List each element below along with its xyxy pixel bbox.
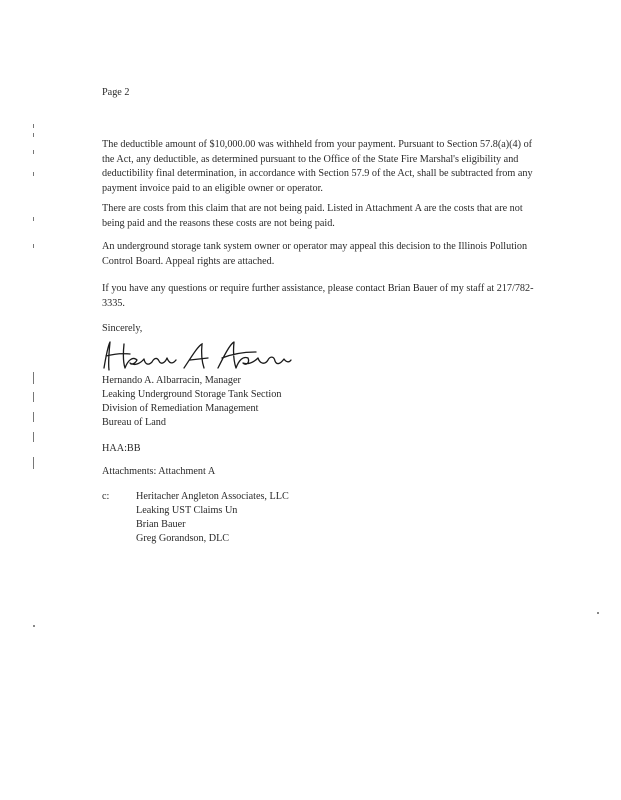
closing: Sincerely, xyxy=(102,323,143,334)
scan-dot xyxy=(597,612,599,614)
paragraph-deductible: The deductible amount of $10,000.00 was withheld from your payment. Pursuant to Section 57.8(a)(4) of the Act, any deductible, as determined pursuant to the Office of the State Fire Marshal's eligibility and deductibility final determination, in accordance with Section 57.9 of the Act, shall be subtracted from any payment invoice paid to an eligible owner or operator. xyxy=(102,139,533,194)
margin-mark xyxy=(33,392,34,402)
signature-image xyxy=(100,338,292,372)
margin-mark xyxy=(33,244,34,248)
margin-mark xyxy=(33,217,34,221)
margin-mark xyxy=(33,432,34,442)
margin-mark xyxy=(33,457,34,469)
page-label: Page 2 xyxy=(102,87,130,98)
signatory-section: Leaking Underground Storage Tank Section xyxy=(102,389,282,400)
paragraph-costs-not-paid: There are costs from this claim that are not being paid. Listed in Attachment A are the costs that are not being paid and the reasons these costs are not being paid. xyxy=(102,203,523,229)
attachments-line: Attachments: Attachment A xyxy=(102,466,216,477)
cc-recipient: Leaking UST Claims Un xyxy=(136,505,238,516)
signatory-name-title: Hernando A. Albarracin, Manager xyxy=(102,375,241,386)
cc-recipient: Brian Bauer xyxy=(136,519,186,530)
initials: HAA:BB xyxy=(102,443,141,454)
scan-dot xyxy=(33,625,35,627)
paragraph-appeal: An underground storage tank system owner or operator may appeal this decision to the Illinois Pollution Control Board. Appeal rights are attached. xyxy=(102,241,528,267)
signatory-division: Division of Remediation Management xyxy=(102,403,259,414)
margin-mark xyxy=(33,150,34,154)
cc-recipient: Greg Gorandson, DLC xyxy=(136,533,230,544)
cc-label: c: xyxy=(102,491,110,502)
margin-mark xyxy=(33,124,34,128)
cc-recipient: Heritacher Angleton Associates, LLC xyxy=(136,491,289,502)
margin-mark xyxy=(33,372,34,384)
signatory-bureau: Bureau of Land xyxy=(102,417,166,428)
margin-mark xyxy=(33,172,34,176)
margin-mark xyxy=(33,133,34,137)
margin-mark xyxy=(33,412,34,422)
paragraph-contact: If you have any questions or require further assistance, please contact Brian Bauer of my staff at 217/782-3335. xyxy=(102,283,534,309)
